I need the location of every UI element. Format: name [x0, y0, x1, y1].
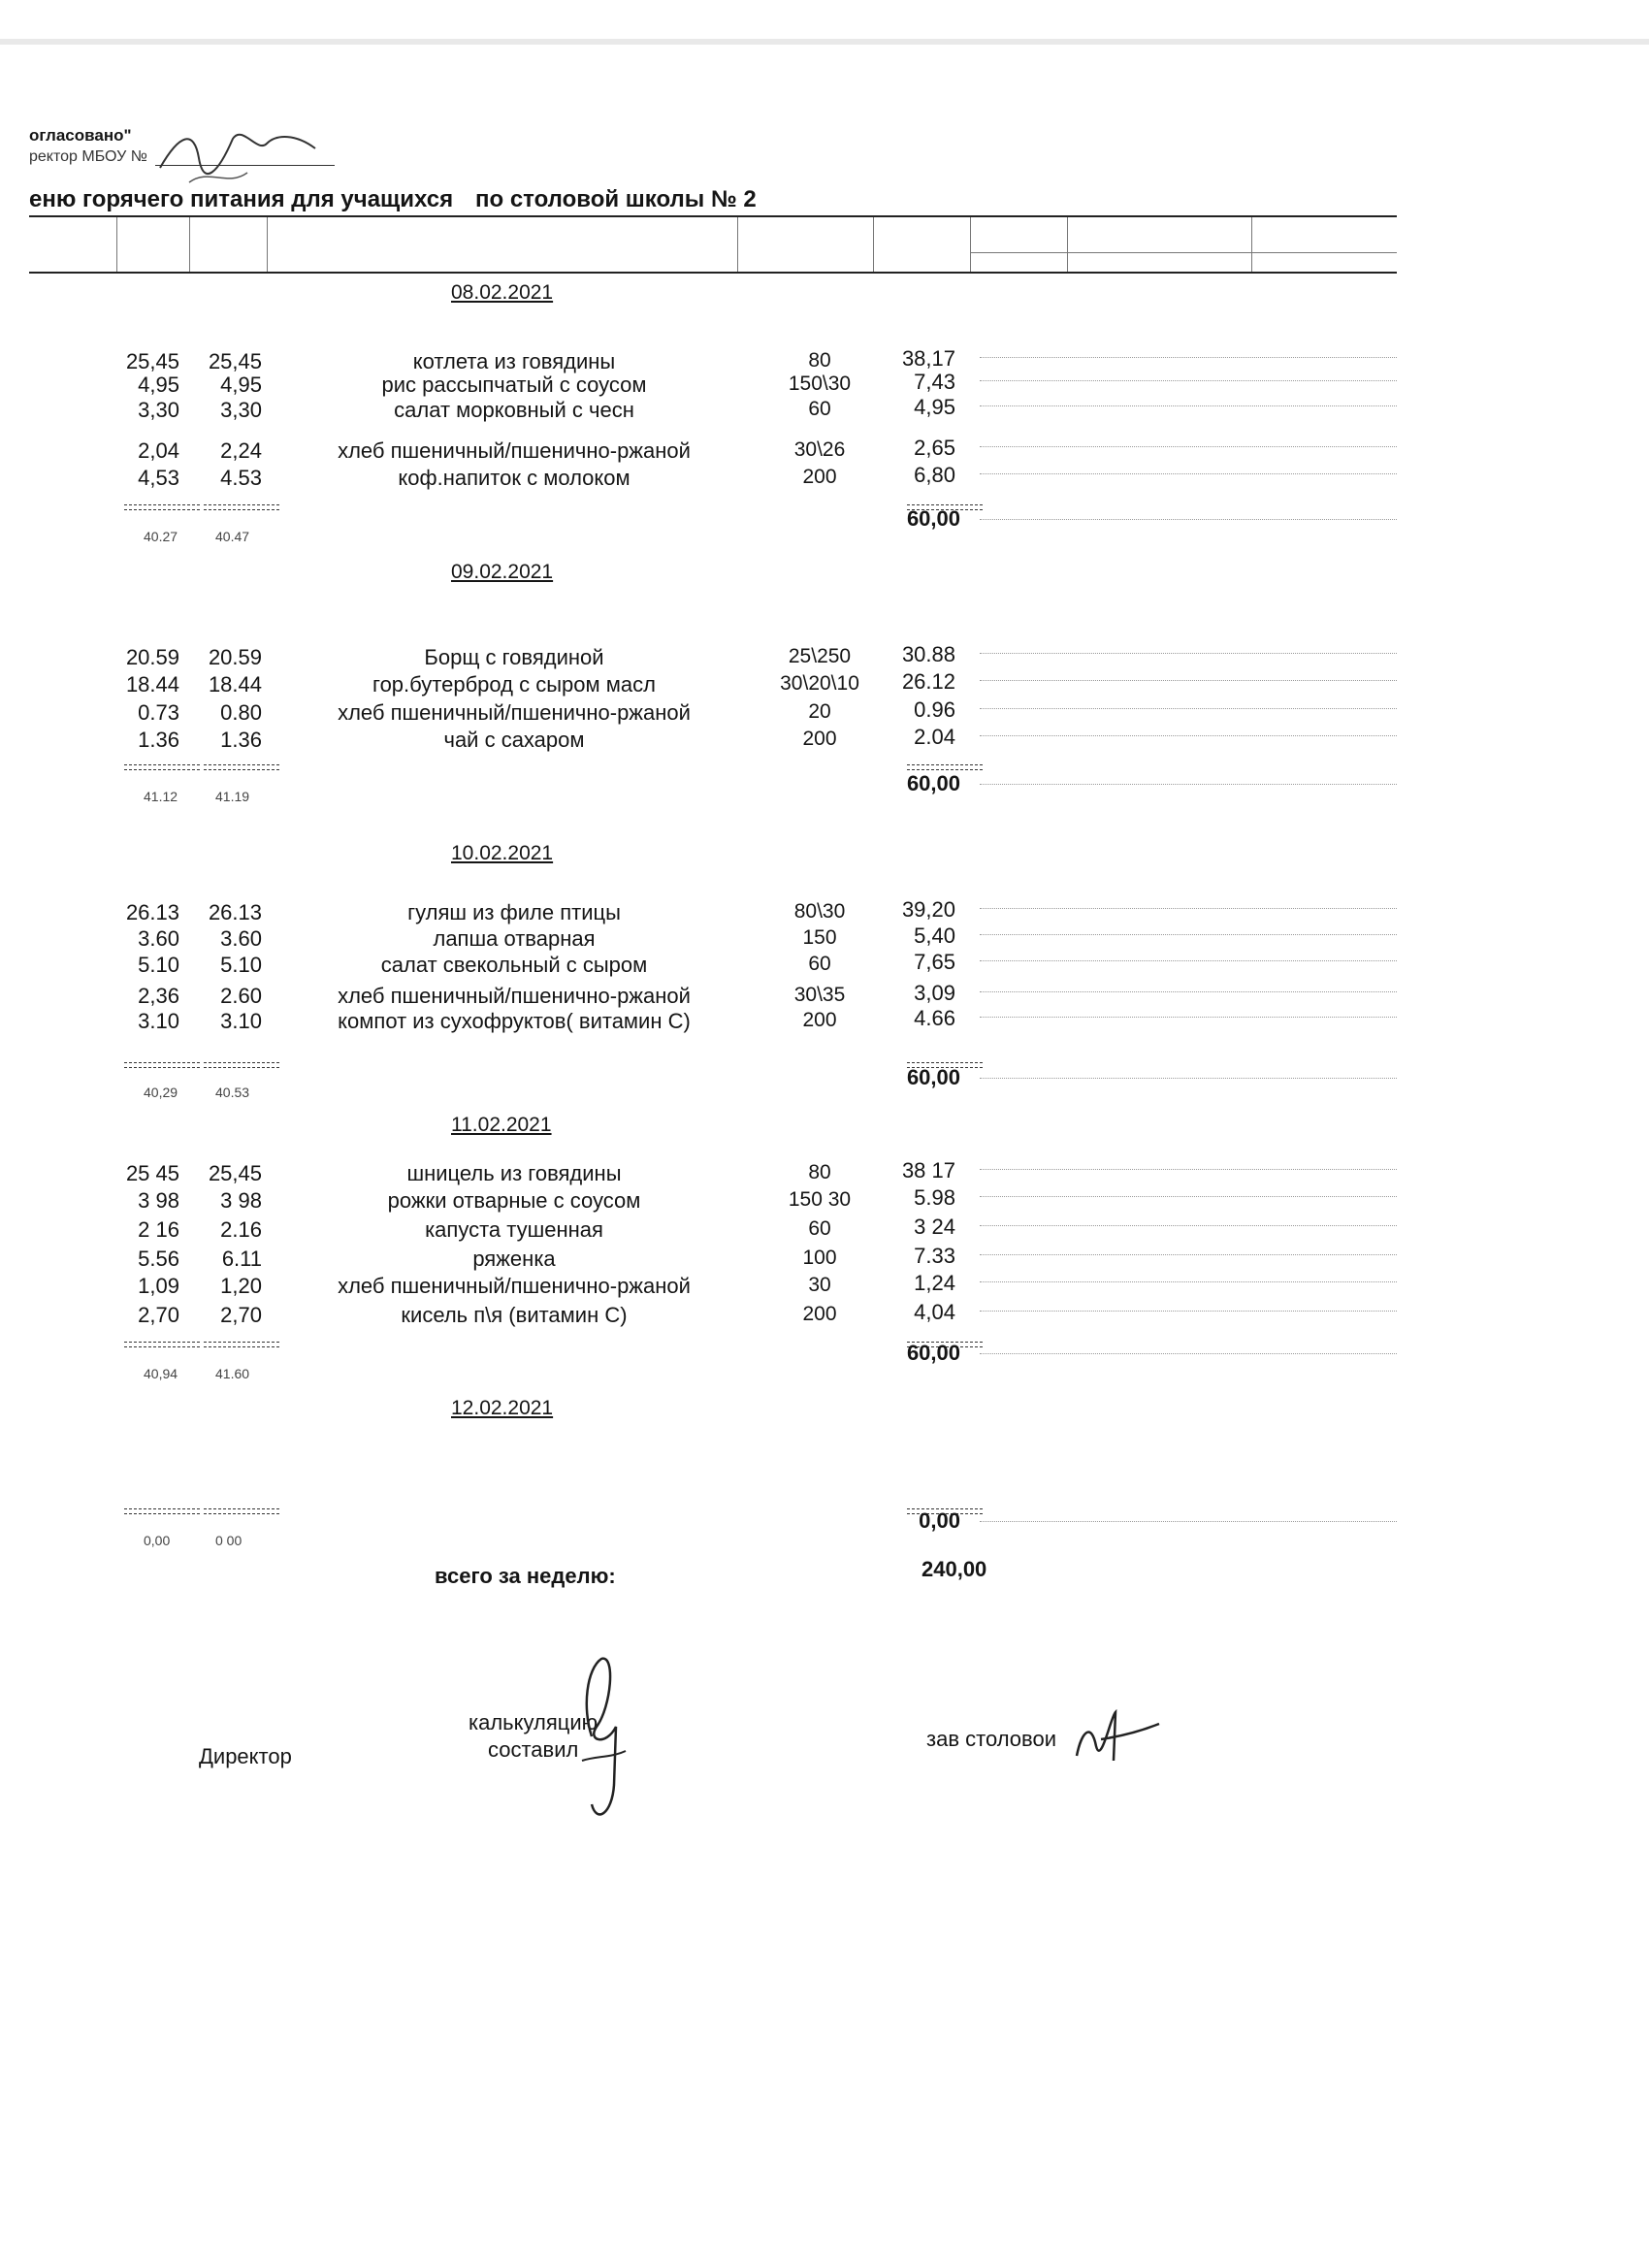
day-date: 11.02.2021 — [451, 1114, 552, 1136]
cost-b: 26.13 — [208, 900, 262, 924]
day-date: 12.02.2021 — [451, 1397, 554, 1419]
cost-b: 0.80 — [220, 700, 262, 725]
dish-name: салат свекольный с сыром — [380, 953, 648, 977]
week-total-value: 240,00 — [922, 1557, 987, 1581]
subtotal-underline — [124, 764, 200, 770]
nutrition-values — [980, 735, 1397, 741]
portion-weight: 80\30 — [793, 900, 846, 923]
portion-weight: 30\20\10 — [780, 672, 859, 695]
day-date: 10.02.2021 — [451, 842, 554, 864]
cost-a: 4,95 — [138, 373, 179, 397]
cost-b: 4,95 — [220, 373, 262, 397]
cost-a: 3 98 — [138, 1188, 179, 1213]
nutrition-values — [980, 1017, 1397, 1022]
header-divider — [267, 217, 268, 272]
cost-a: 1,09 — [138, 1274, 179, 1298]
header-divider — [1251, 217, 1252, 272]
cost-a: 2,04 — [138, 438, 179, 463]
day-nutrition-totals — [980, 1078, 1397, 1084]
header-divider — [189, 217, 190, 272]
director-line: ректор МБОУ № — [29, 148, 147, 165]
day-total: 60,00 — [906, 1065, 960, 1089]
calculation-label-1: калькуляцию — [469, 1710, 598, 1734]
subtotal-underline — [204, 764, 279, 770]
portion-weight: 150 30 — [788, 1188, 852, 1211]
dish-price: 1,24 — [914, 1271, 955, 1295]
nutrition-values — [980, 1169, 1397, 1175]
header-subrow-line — [970, 252, 1397, 253]
day-nutrition-totals — [980, 1353, 1397, 1359]
portion-weight: 30 — [808, 1274, 831, 1296]
subtotal-a: 40,94 — [144, 1366, 178, 1381]
dish-price: 26.12 — [901, 669, 955, 694]
dish-price: 0.96 — [914, 697, 955, 722]
header-divider — [116, 217, 117, 272]
nutrition-values — [980, 991, 1397, 997]
dish-name: кисель п\я (витамин С) — [401, 1303, 628, 1327]
portion-weight: 60 — [808, 1217, 831, 1240]
day-nutrition-totals — [980, 1521, 1397, 1527]
portion-weight: 80 — [808, 1161, 831, 1183]
dish-name: капуста тушенная — [425, 1217, 603, 1242]
director-signature-label: Директор — [199, 1744, 292, 1768]
subtotal-underline — [204, 1342, 279, 1347]
cost-b: 25,45 — [208, 1161, 262, 1185]
subtotal-underline — [204, 1508, 279, 1514]
dish-price: 39,20 — [901, 897, 955, 922]
nutrition-values — [980, 653, 1397, 659]
cost-a: 26.13 — [125, 900, 179, 924]
subtotal-b: 0 00 — [215, 1533, 242, 1548]
cost-b: 18.44 — [208, 672, 262, 697]
nutrition-values — [980, 960, 1397, 966]
cost-b: 3.10 — [220, 1009, 262, 1033]
dish-name: Борщ с говядиной — [424, 645, 604, 669]
nutrition-values — [980, 934, 1397, 940]
dish-name: хлеб пшеничный/пшенично-ржаной — [338, 1274, 691, 1298]
nutrition-values — [980, 405, 1397, 411]
portion-weight: 30\35 — [793, 984, 846, 1006]
portion-weight: 60 — [808, 398, 831, 420]
portion-weight: 200 — [802, 728, 837, 750]
nutrition-values — [980, 680, 1397, 686]
dish-price: 4.66 — [914, 1006, 955, 1030]
dish-name: коф.напиток с молоком — [398, 466, 630, 490]
day-nutrition-totals — [980, 519, 1397, 525]
dish-name: лапша отварная — [433, 926, 596, 951]
dish-price: 4,95 — [914, 395, 955, 419]
subtotal-b: 40.53 — [215, 1085, 250, 1100]
dish-price: 7.33 — [914, 1244, 955, 1268]
cost-a: 3,30 — [138, 398, 179, 422]
nutrition-values — [980, 473, 1397, 479]
subtotal-underline — [204, 504, 279, 510]
nutrition-values — [980, 1281, 1397, 1287]
canteen-head-label: зав столовои — [926, 1727, 1056, 1751]
portion-weight: 200 — [802, 466, 837, 488]
day-total: 60,00 — [906, 771, 960, 795]
day-total: 60,00 — [906, 506, 960, 531]
cost-a: 0.73 — [138, 700, 179, 725]
dish-price: 5,40 — [914, 923, 955, 948]
total-underline — [907, 764, 983, 770]
cost-a: 2 16 — [138, 1217, 179, 1242]
dish-price: 30.88 — [901, 642, 955, 666]
portion-weight: 200 — [802, 1303, 837, 1325]
header-divider — [737, 217, 738, 272]
school-title: по столовой школы № 2 — [475, 186, 757, 212]
day-total: 60,00 — [906, 1341, 960, 1365]
subtotal-a: 40.27 — [144, 529, 178, 544]
dish-price: 7,65 — [914, 950, 955, 974]
dish-name: компот из сухофруктов( витамин С) — [338, 1009, 691, 1033]
subtotal-b: 41.60 — [215, 1366, 250, 1381]
dish-name: рожки отварные с соусом — [387, 1188, 641, 1213]
portion-weight: 30\26 — [793, 438, 846, 461]
header-divider — [1067, 217, 1068, 272]
dish-price: 38 17 — [901, 1158, 955, 1183]
dish-price: 3 24 — [914, 1215, 955, 1239]
dish-price: 38,17 — [901, 346, 955, 371]
nutrition-values — [980, 446, 1397, 452]
header-divider — [970, 217, 971, 272]
cost-b: 3 98 — [220, 1188, 262, 1213]
portion-weight: 25\250 — [788, 645, 852, 667]
subtotal-a: 40,29 — [144, 1085, 178, 1100]
menu-title: еню горячего питания для учащихся — [29, 186, 454, 212]
cost-a: 25,45 — [125, 349, 179, 373]
subtotal-underline — [204, 1062, 279, 1068]
subtotal-underline — [124, 1508, 200, 1514]
cost-a: 3.10 — [138, 1009, 179, 1033]
dish-price: 6,80 — [914, 463, 955, 487]
header-divider — [873, 217, 874, 272]
dish-price: 3,09 — [914, 981, 955, 1005]
portion-weight: 150 — [802, 926, 837, 949]
cost-a: 5.10 — [138, 953, 179, 977]
day-date: 09.02.2021 — [451, 561, 554, 583]
cost-a: 2,36 — [138, 984, 179, 1008]
cost-b: 4.53 — [220, 466, 262, 490]
subtotal-a: 41.12 — [144, 789, 178, 804]
cost-b: 6.11 — [221, 1247, 262, 1271]
dish-name: гор.бутерброд с сыром масл — [372, 672, 656, 697]
subtotal-b: 41.19 — [215, 789, 250, 804]
nutrition-values — [980, 1225, 1397, 1231]
subtotal-underline — [124, 1062, 200, 1068]
dish-name: шницель из говядины — [406, 1161, 622, 1185]
day-nutrition-totals — [980, 784, 1397, 790]
cost-b: 1.36 — [220, 728, 262, 752]
compiler-signature — [567, 1649, 645, 1833]
cost-a: 2,70 — [138, 1303, 179, 1327]
dish-name: хлеб пшеничный/пшенично-ржаной — [338, 438, 691, 463]
calculation-label-2: составил — [488, 1737, 579, 1762]
canteen-head-signature — [1067, 1702, 1164, 1770]
cost-b: 5.10 — [220, 953, 262, 977]
portion-weight: 80 — [808, 349, 831, 372]
agreed-label: огласовано" — [29, 126, 132, 145]
dish-price: 7,43 — [914, 370, 955, 394]
subtotal-underline — [124, 504, 200, 510]
nutrition-values — [980, 708, 1397, 714]
dish-name: рис рассыпчатый с соусом — [381, 373, 647, 397]
table-header — [29, 215, 1397, 274]
dish-name: хлеб пшеничный/пшенично-ржаной — [338, 700, 691, 725]
cost-b: 25,45 — [208, 349, 262, 373]
dish-name: котлета из говядины — [412, 349, 616, 373]
cost-b: 2,70 — [220, 1303, 262, 1327]
dish-price: 2.04 — [914, 725, 955, 749]
portion-weight: 200 — [802, 1009, 837, 1031]
dish-price: 4,04 — [914, 1300, 955, 1324]
nutrition-values — [980, 1311, 1397, 1316]
day-date: 08.02.2021 — [451, 281, 554, 304]
cost-b: 2.16 — [220, 1217, 262, 1242]
cost-b: 20.59 — [208, 645, 262, 669]
cost-b: 3.60 — [220, 926, 262, 951]
cost-a: 18.44 — [125, 672, 179, 697]
director-signature — [150, 114, 325, 192]
portion-weight: 60 — [808, 953, 831, 975]
day-total: 0,00 — [919, 1508, 960, 1533]
nutrition-values — [980, 1196, 1397, 1202]
cost-b: 1,20 — [220, 1274, 262, 1298]
cost-a: 4,53 — [138, 466, 179, 490]
nutrition-values — [980, 357, 1397, 363]
subtotal-a: 0,00 — [144, 1533, 171, 1548]
dish-price: 2,65 — [914, 436, 955, 460]
week-total-label: всего за неделю: — [435, 1564, 616, 1588]
scan-artifact — [0, 39, 1649, 45]
nutrition-values — [980, 1254, 1397, 1260]
dish-name: ряженка — [472, 1247, 556, 1271]
portion-weight: 150\30 — [788, 373, 852, 395]
cost-b: 3,30 — [220, 398, 262, 422]
dish-name: салат морковный с чесн — [394, 398, 634, 422]
dish-price: 5.98 — [914, 1185, 955, 1210]
subtotal-b: 40.47 — [215, 529, 250, 544]
nutrition-values — [980, 908, 1397, 914]
cost-a: 3.60 — [138, 926, 179, 951]
nutrition-values — [980, 380, 1397, 386]
subtotal-underline — [124, 1342, 200, 1347]
dish-name: гуляш из филе птицы — [407, 900, 621, 924]
portion-weight: 20 — [808, 700, 831, 723]
cost-b: 2.60 — [220, 984, 262, 1008]
dish-name: хлеб пшеничный/пшенично-ржаной — [338, 984, 691, 1008]
cost-a: 20.59 — [125, 645, 179, 669]
dish-name: чай с сахаром — [443, 728, 585, 752]
cost-a: 5.56 — [138, 1247, 179, 1271]
portion-weight: 100 — [802, 1247, 837, 1269]
cost-b: 2,24 — [220, 438, 262, 463]
cost-a: 1.36 — [138, 728, 179, 752]
cost-a: 25 45 — [125, 1161, 179, 1185]
